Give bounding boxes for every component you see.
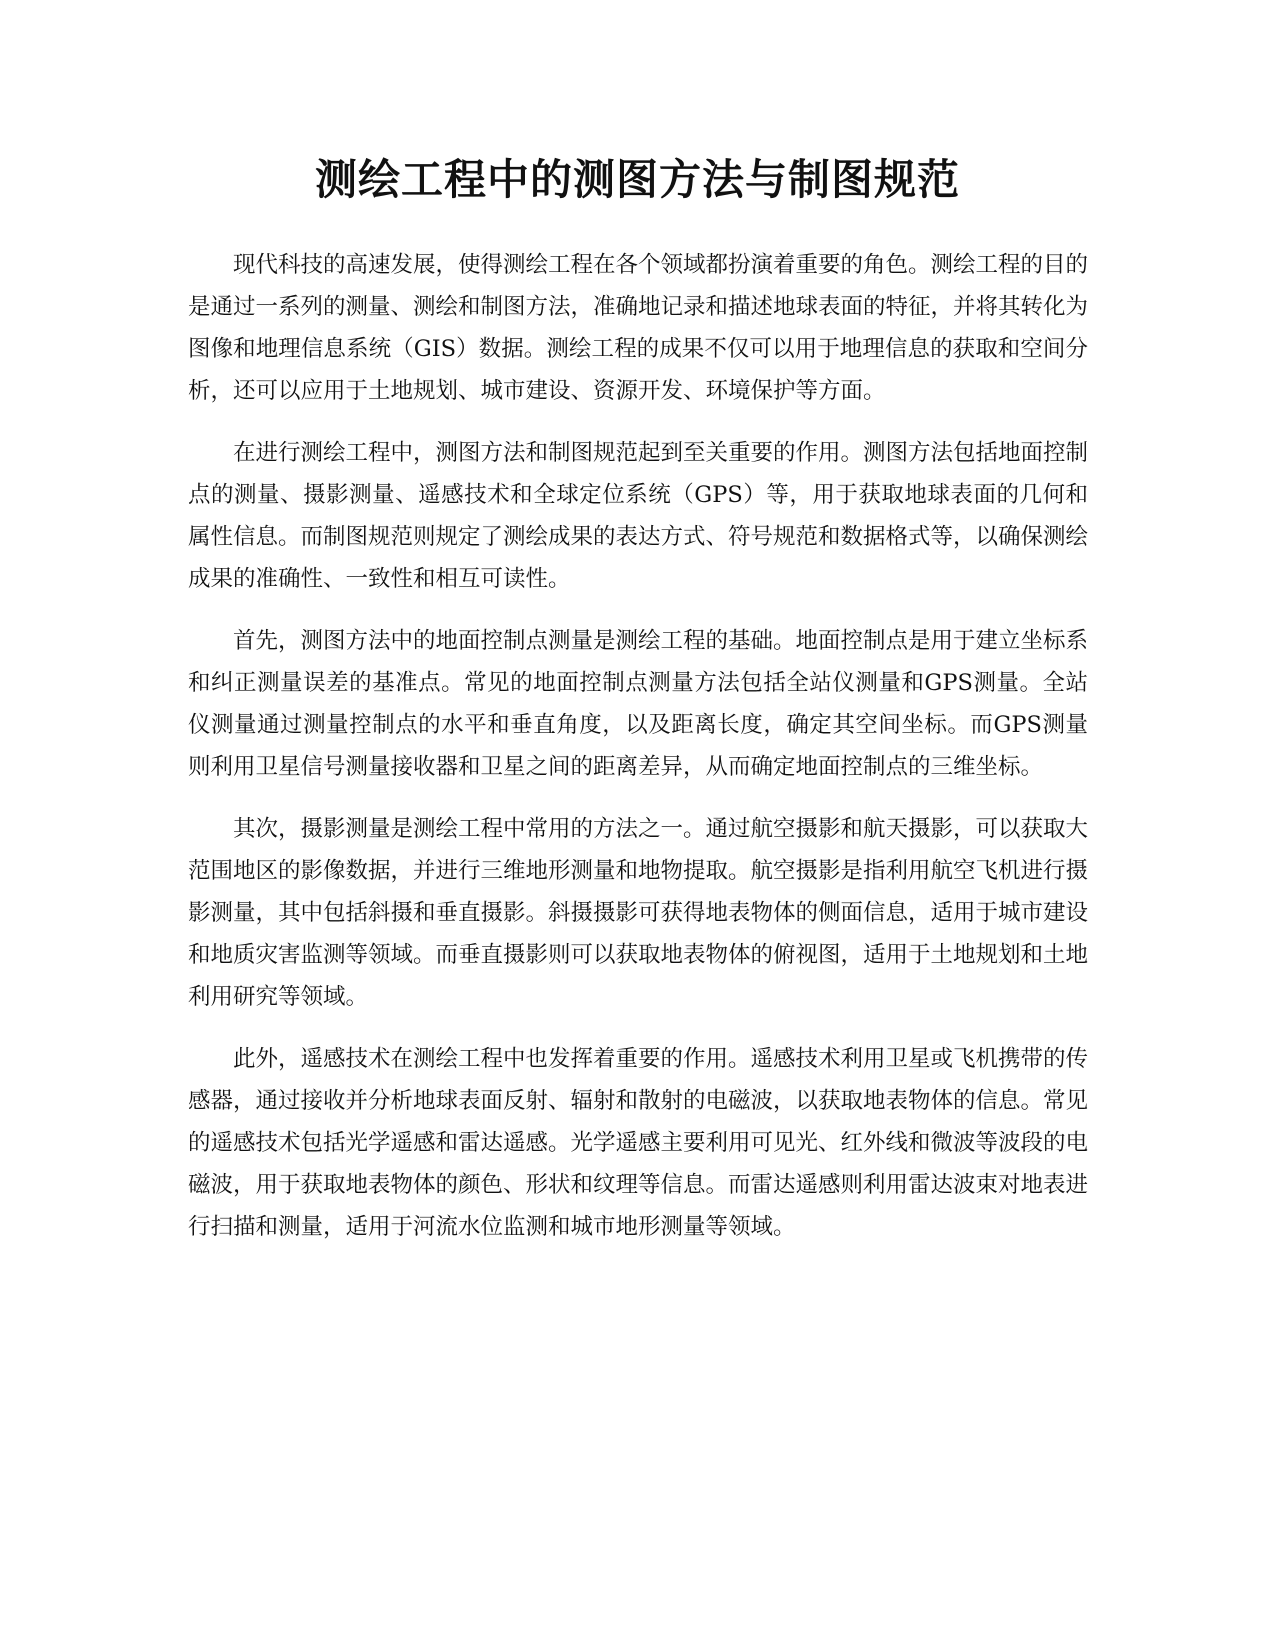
paragraph-intro: 现代科技的高速发展，使得测绘工程在各个领域都扮演着重要的角色。测绘工程的目的是通过一系列的测量、测绘和制图方法，准确地记录和描述地球表面的特征，并将其转化为图像和地理信息系统（GIS）数据。测绘工程的成果不仅可以用于地理信息的获取和空间分析，还可以应用于土地规划、城市建设、资源开发、环境保护等方面。 [188,252,1089,404]
paragraph-remote-sensing: 此外，遥感技术在测绘工程中也发挥着重要的作用。遥感技术利用卫星或飞机携带的传感器，通过接收并分析地球表面反射、辐射和散射的电磁波，以获取地表物体的信息。常见的遥感技术包括光学遥感和雷达遥感。光学遥感主要利用可见光、红外线和微波等波段的电磁波，用于获取地表物体的颜色、形状和纹理等信息。而雷达遥感则利用雷达波束对地表进行扫描和测量，适用于河流水位监测和城市地形测量等领域。 [188,1046,1089,1240]
paragraph-ground-control: 首先，测图方法中的地面控制点测量是测绘工程的基础。地面控制点是用于建立坐标系和纠正测量误差的基准点。常见的地面控制点测量方法包括全站仪测量和GPS测量。全站仪测量通过测量控制点的水平和垂直角度，以及距离长度，确定其空间坐标。而GPS测量则利用卫星信号测量接收器和卫星之间的距离差异，从而确定地面控制点的三维坐标。 [188,628,1089,780]
document-title: 测绘工程中的测图方法与制图规范 [314,155,960,204]
paragraph-photogrammetry: 其次，摄影测量是测绘工程中常用的方法之一。通过航空摄影和航天摄影，可以获取大范围地区的影像数据，并进行三维地形测量和地物提取。航空摄影是指利用航空飞机进行摄影测量，其中包括斜摄和垂直摄影。斜摄摄影可获得地表物体的侧面信息，适用于城市建设和地质灾害监测等领域。而垂直摄影则可以获取地表物体的俯视图，适用于土地规划和土地利用研究等领域。 [188,816,1089,1010]
document-body [188,244,1088,1268]
paragraph-methods-and-standards: 在进行测绘工程中，测图方法和制图规范起到至关重要的作用。测图方法包括地面控制点的测量、摄影测量、遥感技术和全球定位系统（GPS）等，用于获取地球表面的几何和属性信息。而制图规范则规定了测绘成果的表达方式、符号规范和数据格式等，以确保测绘成果的准确性、一致性和相互可读性。 [188,440,1089,592]
